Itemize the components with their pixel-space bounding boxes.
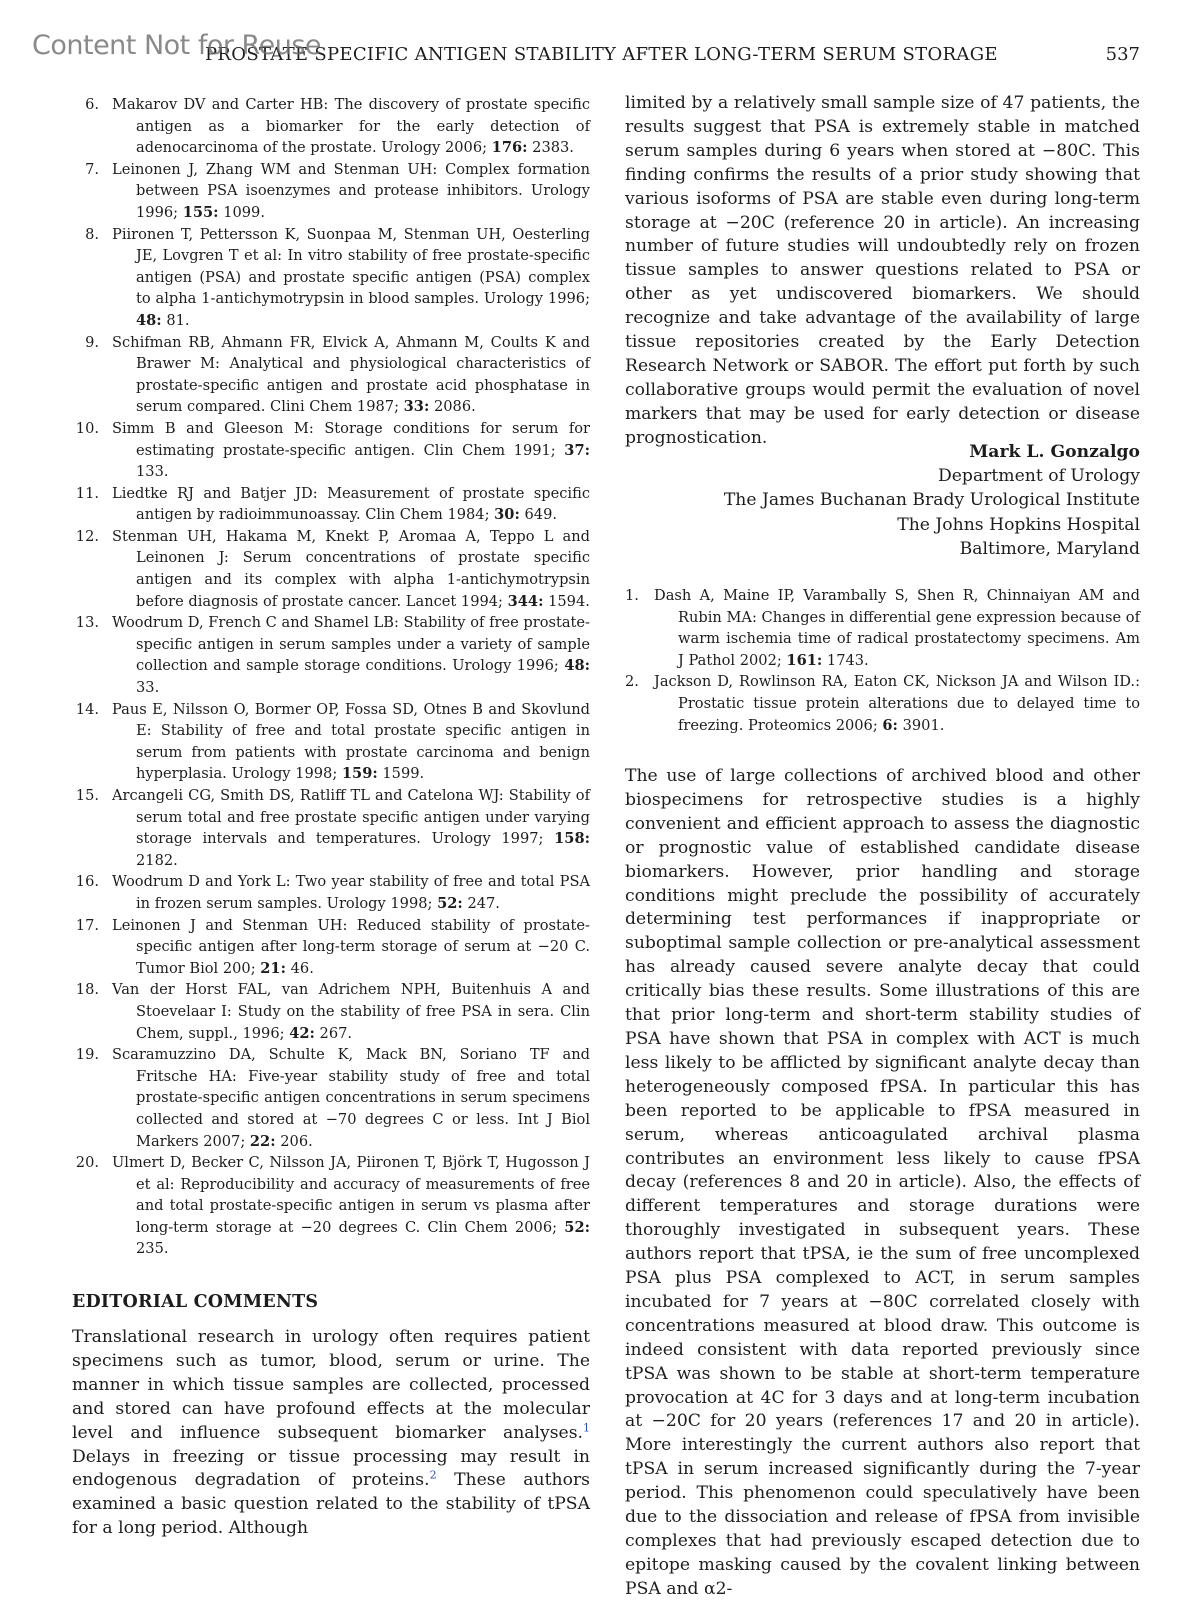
reference-number: 7. <box>85 160 99 178</box>
running-header: PROSTATE SPECIFIC ANTIGEN STABILITY AFTER LONG-TERM SERUM STORAGE <box>205 44 998 65</box>
citation-text: Liedtke RJ and Batjer JD: Measurement of prostate specific antigen by radioimmunoassay. Clin Chem 1984; <box>112 484 590 524</box>
reference-text <box>112 699 590 785</box>
citation-volume: 176: <box>491 139 528 157</box>
citation-pages: 2182. <box>136 851 178 869</box>
reference-number: 12. <box>75 527 99 545</box>
reference-item <box>72 418 590 483</box>
citation-text: Woodrum D, French C and Shamel LB: Stability of free prostate-specific antigen in serum samples under a variety of sample collection and sample storage conditions. Urology 1996; <box>112 614 590 675</box>
citation-pages: 247. <box>467 894 500 912</box>
paragraph-text: Delays in freezing or tissue processing may result in endogenous degradation of proteins. <box>72 1446 590 1491</box>
citation-volume: 159: <box>341 765 378 783</box>
citation-pages: 235. <box>136 1240 169 1258</box>
reference-number: 16. <box>75 873 99 891</box>
reference-item <box>72 785 590 871</box>
reference-number: 17. <box>75 916 99 934</box>
citation-pages: 33. <box>136 679 160 697</box>
citation-pages: 267. <box>319 1024 353 1042</box>
footnote-ref-2[interactable]: 2 <box>429 1468 437 1482</box>
reference-number: 13. <box>75 614 99 632</box>
reference-number: 20. <box>75 1154 99 1172</box>
citation-text: Scaramuzzino DA, Schulte K, Mack BN, Soriano TF and Fritsche HA: Five-year stability study of free and total prostate-specific antigen concentrations in serum specimens collected and stored at −70 degrees C or less. Int J Biol Markers 2007; <box>112 1046 590 1150</box>
section-heading: EDITORIAL COMMENTS <box>72 1292 319 1312</box>
citation-pages: 46. <box>290 959 314 977</box>
reference-item <box>72 94 590 159</box>
reference-text <box>654 671 1140 736</box>
citation-volume: 52: <box>564 1218 590 1236</box>
watermark: Content Not for Reuse <box>32 30 322 61</box>
citation-volume: 6: <box>882 716 898 734</box>
affiliation-line: Baltimore, Maryland <box>959 538 1140 559</box>
reference-number: 11. <box>75 484 99 502</box>
citation-pages: 1099. <box>223 203 265 221</box>
reference-item <box>72 159 590 224</box>
citation-volume: 48: <box>136 311 162 329</box>
reference-number: 1. <box>625 587 639 604</box>
citation-volume: 33: <box>403 398 430 416</box>
reference-item <box>72 612 590 698</box>
reference-item <box>72 332 590 418</box>
citation-pages: 3901. <box>902 716 945 734</box>
reference-text <box>112 785 590 871</box>
paragraph-text: Translational research in urology often requires patient specimens such as tumor, blood, serum or urine. The manner in which tissue samples are collected, processed and stored can have profound effects at the molecular level and influence subsequent biomarker analyses. <box>72 1327 590 1443</box>
citation-volume: 48: <box>564 657 590 675</box>
citation-volume: 155: <box>182 203 219 221</box>
page-number: 537 <box>1105 44 1140 65</box>
citation-text: Leinonen J and Stenman UH: Reduced stability of prostate-specific antigen after long-term storage of serum at −20 C. Tumor Biol 200; <box>112 916 590 977</box>
reference-text <box>654 585 1140 671</box>
reference-number: 6. <box>85 96 99 113</box>
affiliation-line: The Johns Hopkins Hospital <box>897 514 1140 535</box>
reference-item <box>72 699 590 785</box>
reference-item <box>72 915 590 980</box>
reference-number: 19. <box>75 1046 99 1064</box>
reference-text <box>112 612 590 698</box>
citation-pages: 1594. <box>548 592 590 610</box>
reference-item <box>72 1152 590 1260</box>
reference-text <box>112 483 590 526</box>
citation-pages: 1599. <box>382 765 425 783</box>
reference-number: 14. <box>75 700 99 718</box>
reference-text <box>112 871 590 914</box>
citation-text: Arcangeli CG, Smith DS, Ratliff TL and Catelona WJ: Stability of serum total and free prostate specific antigen under varying storage intervals and temperatures. Urology 1997; <box>112 787 590 848</box>
reference-item <box>72 979 590 1044</box>
citation-volume: 161: <box>786 651 823 669</box>
citation-pages: 2086. <box>433 398 476 416</box>
citation-pages: 81. <box>166 311 190 329</box>
reference-number: 8. <box>85 225 99 243</box>
signature-block <box>620 440 1140 561</box>
citation-volume: 52: <box>437 894 463 912</box>
affiliation-line: Department of Urology <box>937 466 1140 487</box>
reference-number: 10. <box>75 419 99 437</box>
reference-number: 15. <box>75 787 99 804</box>
citation-text: Dash A, Maine IP, Varambally S, Shen R, Chinnaiyan AM and Rubin MA: Changes in differential gene expression because of warm ischemia time of radical prostatectomy specimens. Am J Pathol 2002; <box>654 587 1140 669</box>
citation-volume: 22: <box>249 1132 276 1150</box>
reference-list-left <box>72 94 590 1260</box>
citation-text: Piironen T, Pettersson K, Suonpaa M, Stenman UH, Oesterling JE, Lovgren T et al: In vitro stability of free prostate-specific antigen (PSA) and prostate specific antigen (PSA) complex to alpha 1-antichymotrypsin in blood samples. Urology 1996; <box>112 225 590 308</box>
citation-text: Makarov DV and Carter HB: The discovery of prostate specific antigen as a biomarker for the early detection of adenocarcinoma of the prostate. Urology 2006; <box>112 96 590 157</box>
reference-text <box>112 224 590 332</box>
paragraph-text: These authors examined a basic question related to the stability of tPSA for a long period. Although <box>72 1470 590 1539</box>
reference-item <box>625 585 1140 671</box>
reference-text <box>112 332 590 418</box>
citation-volume: 344: <box>507 592 544 610</box>
editorial-paragraph-continued: limited by a relatively small sample size of 47 patients, the results suggest that PSA is extremely stable in matched serum samples during 6 years when stored at −80C. This finding confirms the results of a prior study showing that various isoforms of PSA are stable even during long-term storage at −20C (reference 20 in article). An increasing number of future studies will undoubtedly rely on frozen tissue samples to answer questions related to PSA or other as yet undiscovered biomarkers. We should recognize and take advantage of the availability of large tissue repositories created by the Early Detection Research Network or SABOR. The effort put forth by such collaborative groups would permit the evaluation of novel markers that may be used for early detection or disease prognostication. <box>625 93 1140 448</box>
reference-item <box>72 871 590 914</box>
citation-pages: 1743. <box>826 651 869 669</box>
citation-volume: 21: <box>260 959 286 977</box>
citation-text: Simm B and Gleeson M: Storage conditions for serum for estimating prostate-specific antigen. Clin Chem 1991; <box>112 419 590 459</box>
editorial-paragraph-1 <box>72 1326 590 1541</box>
reference-text <box>112 94 590 159</box>
citation-text: Schifman RB, Ahmann FR, Elvick A, Ahmann M, Coults K and Brawer M: Analytical and physiological characteristics of prostate-specific antigen and prostate acid phosphatase in serum compared. Clini Chem 1987; <box>112 333 590 416</box>
citation-text: Woodrum D and York L: Two year stability of free and total PSA in frozen serum samples. Urology 1998; <box>112 873 590 912</box>
reference-number: 18. <box>75 981 99 999</box>
citation-text: Jackson D, Rowlinson RA, Eaton CK, Nickson JA and Wilson ID.: Prostatic tissue protein alterations due to delayed time to freezing. Proteomics 2006; <box>654 673 1140 734</box>
citation-text: Leinonen J, Zhang WM and Stenman UH: Complex formation between PSA isoenzymes and protease inhibitors. Urology 1996; <box>112 160 590 221</box>
citation-volume: 42: <box>289 1024 315 1042</box>
reference-item <box>72 224 590 332</box>
citation-pages: 133. <box>136 463 169 481</box>
citation-volume: 158: <box>554 830 590 848</box>
citation-pages: 206. <box>280 1132 313 1150</box>
reference-text <box>112 526 590 612</box>
reference-list-right <box>625 585 1140 736</box>
citation-pages: 649. <box>524 506 557 524</box>
reference-number: 9. <box>85 333 99 351</box>
reference-text <box>112 418 590 483</box>
citation-text: Paus E, Nilsson O, Bormer OP, Fossa SD, Otnes B and Skovlund E: Stability of free and total prostate specific antigen in serum from patients with prostate carcinoma and benign hyperplasia. Urology 1998; <box>112 700 590 783</box>
reference-text <box>112 1152 590 1260</box>
reference-item <box>72 526 590 612</box>
reference-item <box>625 671 1140 736</box>
reference-text <box>112 979 590 1044</box>
affiliation-line: The James Buchanan Brady Urological Institute <box>723 490 1140 511</box>
reference-number: 2. <box>625 673 639 691</box>
citation-volume: 37: <box>564 441 590 459</box>
citation-text: Van der Horst FAL, van Adrichem NPH, Buitenhuis A and Stoevelaar I: Study on the stability of free PSA in sera. Clin Chem, suppl., 1996; <box>112 981 590 1042</box>
reference-item <box>72 483 590 526</box>
citation-text: Stenman UH, Hakama M, Knekt P, Aromaa A, Teppo L and Leinonen J: Serum concentrations of prostate specific antigen and its complex with alpha 1-antichymotrypsin before diagnosis of prostate cancer. Lancet 1994; <box>112 527 590 610</box>
citation-pages: 2383. <box>532 139 574 157</box>
reference-text <box>112 1044 590 1152</box>
footnote-ref-1[interactable]: 1 <box>583 1420 590 1434</box>
citation-text: Ulmert D, Becker C, Nilsson JA, Piironen T, Björk T, Hugosson J et al: Reproducibility and accuracy of measurements of free and total prostate-specific antigen in serum vs plasma after long-term storage at −20 degrees C. Clin Chem 2006; <box>112 1154 590 1236</box>
reference-item <box>72 1044 590 1152</box>
editorial-paragraph-2: The use of large collections of archived blood and other biospecimens for retrospective studies is a highly convenient and efficient approach to assess the diagnostic or prognostic value of established candidate disease biomarkers. However, prior handling and storage conditions might preclude the possibility of accurately determining test performances if inappropriate or suboptimal sample collection or pre-analytical assessment has already caused severe analyte decay that could critically bias these results. Some illustrations of this are that prior long-term and short-term stability studies of PSA have shown that PSA in complex with ACT is much less likely to be afflicted by significant analyte decay than heterogeneously composed fPSA. In particular this has been reported to be applicable to fPSA measured in serum, whereas anticoagulated archival plasma contributes an environment less likely to cause fPSA decay (references 8 and 20 in article). Also, the effects of different temperatures and storage durations were thoroughly investigated in subsequent years. These authors report that tPSA, ie the sum of free uncomplexed PSA plus PSA complexed to ACT, in serum samples incubated for 7 years at −80C correlated closely with concentrations measured at blood draw. This outcome is indeed consistent with data reported previously since tPSA was shown to be stable at short-term temperature provocation at 4C for 3 days and at long-term incubation at −20C for 20 years (references 17 and 20 in article). More interestingly the current authors also report that tPSA in serum increased significantly during the 7-year period. This phenomenon could speculatively have been due to the dissociation and release of fPSA from invisible complexes that had previously escaped detection due to epitope masking caused by the covalent linking between PSA and α2- <box>625 766 1140 1599</box>
reference-text <box>112 915 590 980</box>
author-name: Mark L. Gonzalgo <box>969 442 1140 462</box>
reference-text <box>112 159 590 224</box>
citation-volume: 30: <box>494 506 520 524</box>
